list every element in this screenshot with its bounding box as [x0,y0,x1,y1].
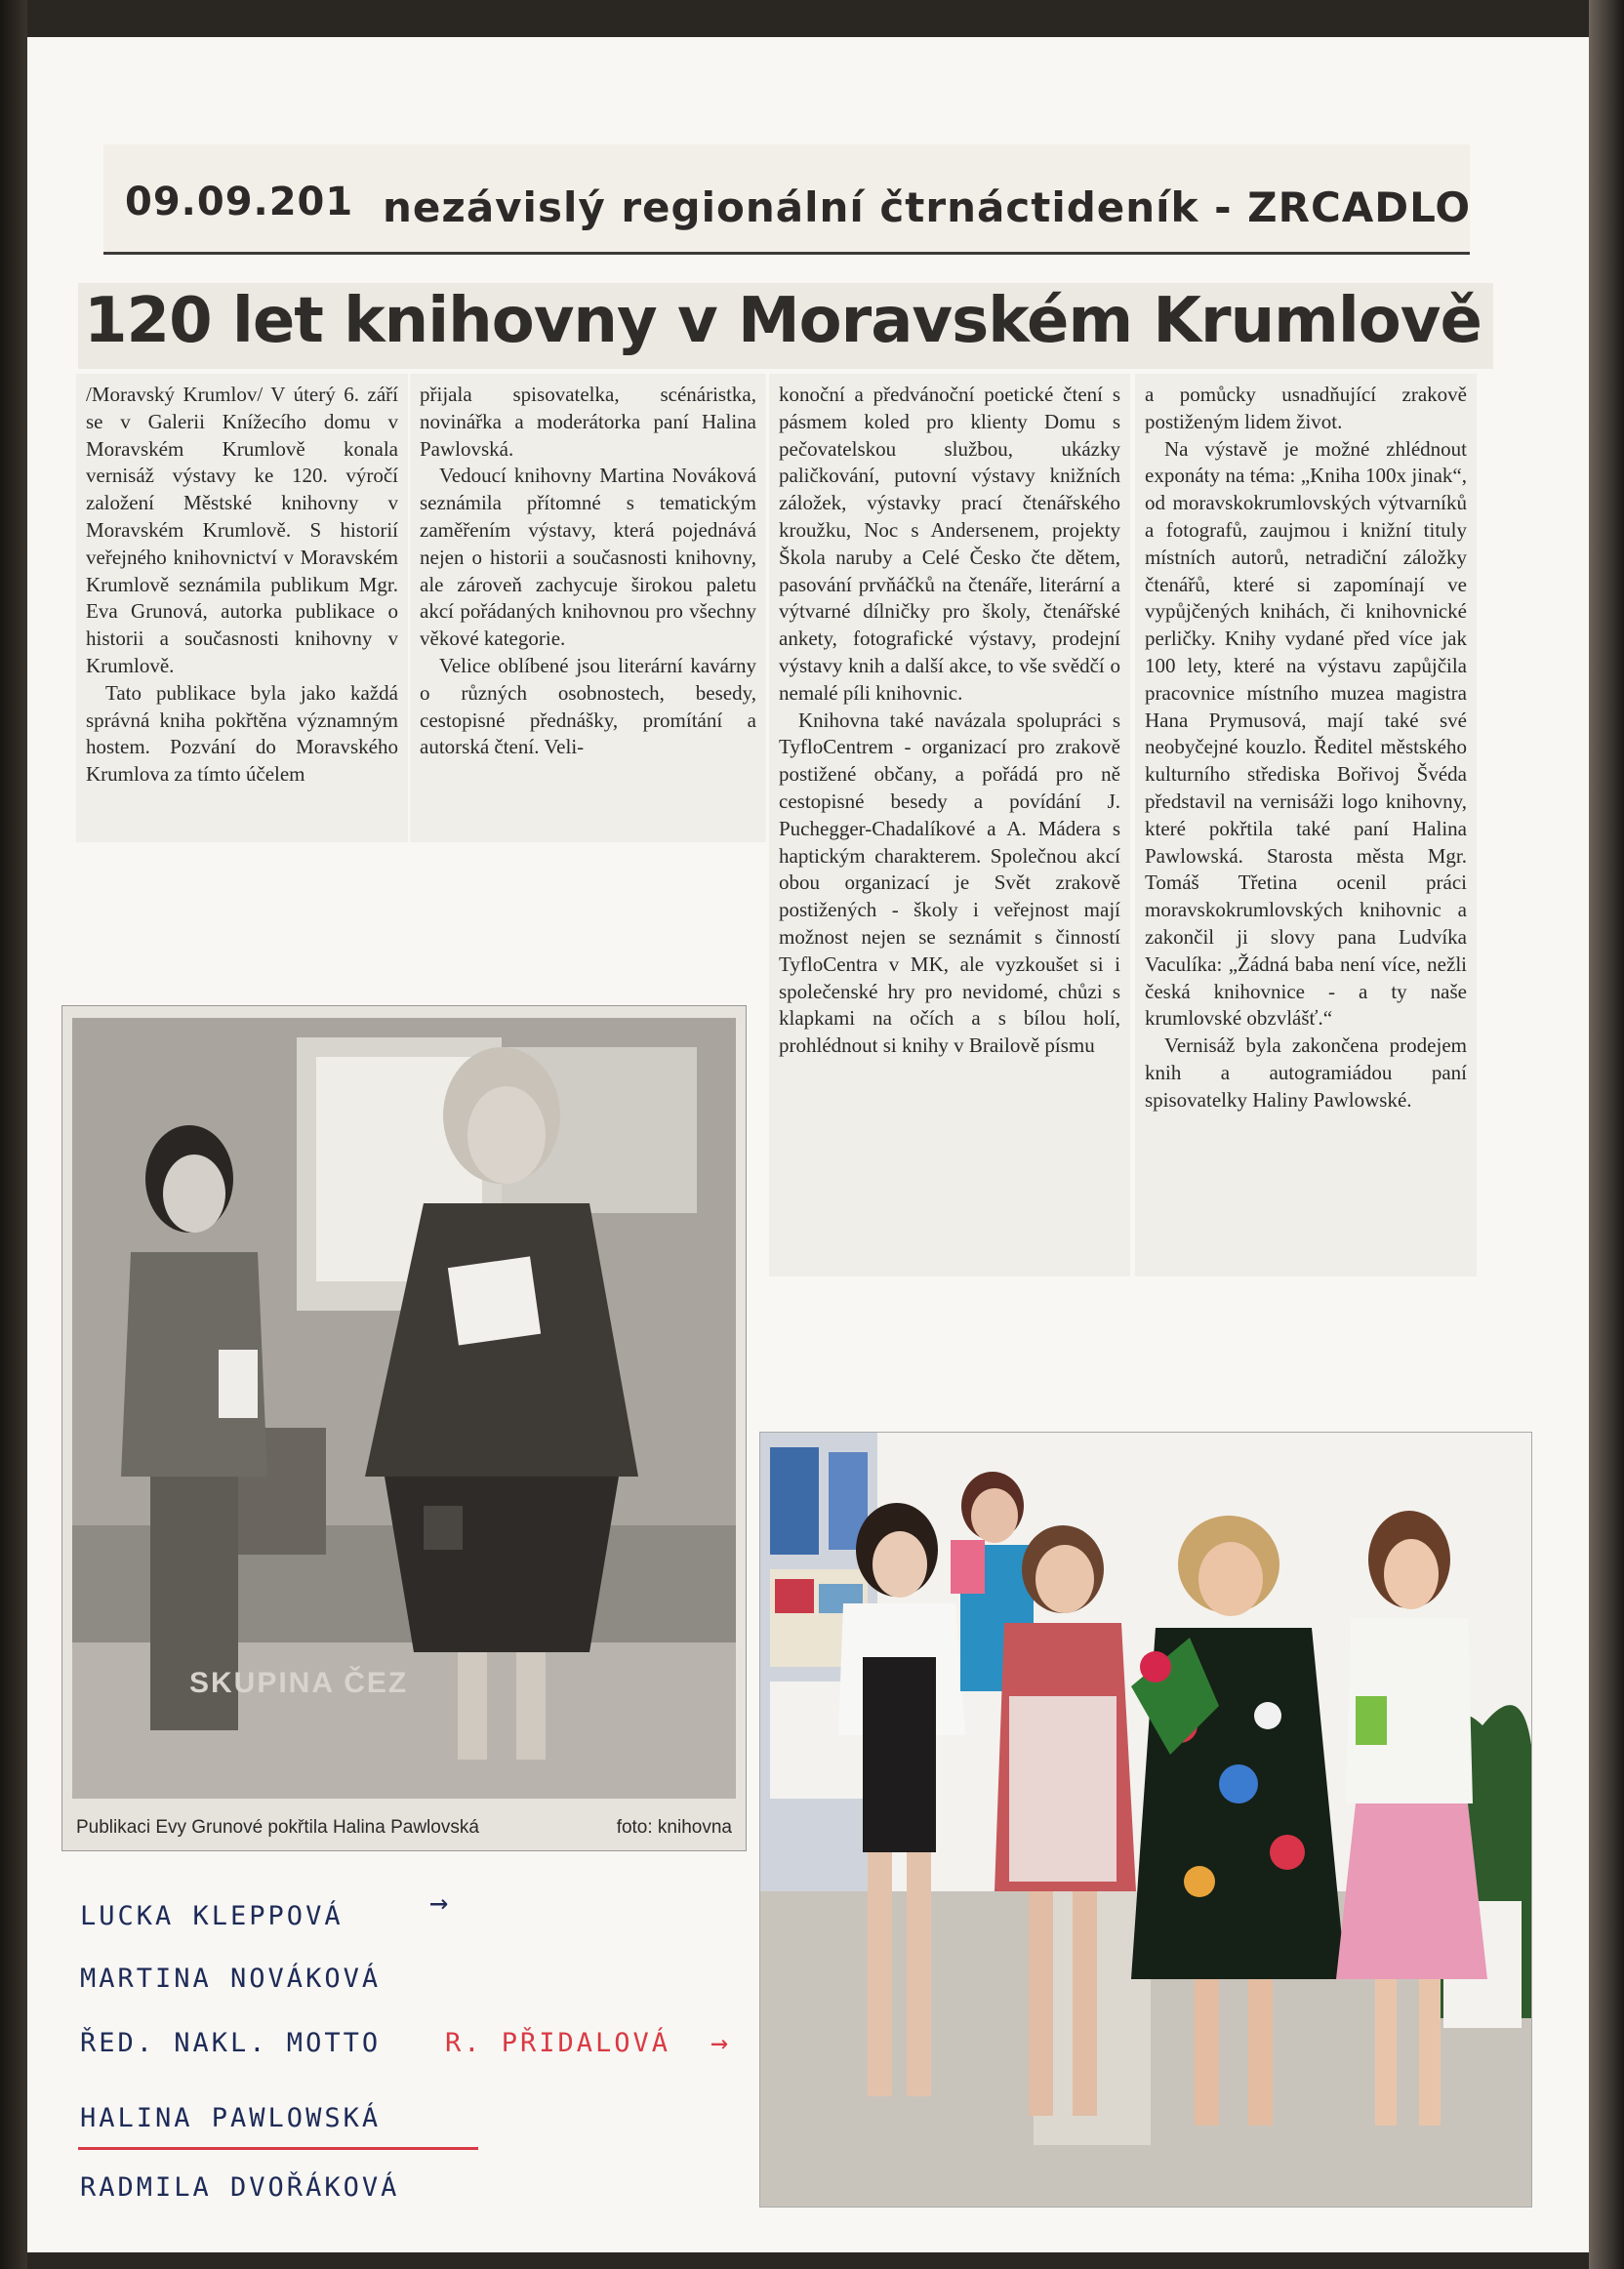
issue-date: 09.09.201 [125,180,354,224]
paragraph: /Moravský Krumlov/ V úterý 6. září se v Galerii Knížecího domu v Moravském Krumlově konala vernisáž výstavy ke 120. výročí založení Městské knihovny v Moravském Krumlově. S historií veřejného knihovnictví v Moravském Krumlově seznámila publikum Mgr. Eva Grunová, autorka publikace o historii a současnosti knihovny v Krumlově. [86,383,398,677]
paragraph: Na výstavě je možné zhlédnout exponáty na téma: „Kniha 100x jinak“, od moravskokrumlovských výtvarníků a fotografů, zaujmou i knižní tituly místních autorů, netradiční záložky čtenářů, které si zapomínají ve vypůjčených knihách, či knihovnické perličky. Knihy vydané před více jak 100 lety, které na výstavu zapůjčila pracovnice místního muzea magistra Hana Prymusová, mají také své neobyčejné kouzlo. Ředitel městského kulturního střediska Bořivoj Švéda představil na vernisáži logo knihovny, které pokřtila také paní Halina Pawlowská. Starosta města Mgr. Tomáš Třetina ocenil práci moravskokrumlovských knihovnic a zakončil ji slovy pana Ludvíka Vaculíka: „Žádná baba není více, nežli česká knihovnice - a ty naše krumlovské obzvlášť.“ [1145,436,1467,1031]
paragraph: Knihovna také navázala spolupráci s TyfloCentrem - organizací pro zrakově postižené občany, a pořádá pro ně cestopisné besedy a povídání J. Puchegger-Chadalíkové a A. Mádera s haptickým charakterem. Společnou akcí obou organizací je Svět zrakově postižených - školy i veřejnost mají možnost nejen se seznámit s činností TyfloCentra v MK, ale vyzkoušet si i společenské hry pro nevidomé, chůzi s klapkami na očích a s bílou holí, prohlédnout si knihy v Brailově písmu [779,708,1120,1058]
photo-credit: foto: knihovna [616,1817,732,1838]
article-column-2 [410,374,766,842]
handwritten-name-5: RADMILA DVOŘÁKOVÁ [80,2172,400,2203]
photo-image [72,1018,736,1799]
handwritten-name-2: MARTINA NOVÁKOVÁ [80,1964,382,1994]
binder-edge-right [1589,0,1624,2269]
paragraph: přijala spisovatelka, scénáristka, novinářka a moderátorka paní Halina Pawlovská. [420,383,756,461]
binder-edge-left [0,0,27,2269]
article-headline [78,283,1493,369]
article-column-3 [769,374,1130,1276]
handwritten-name-3: ŘED. NAKL. MOTTO [80,2028,382,2058]
handwritten-name-1: LUCKA KLEPPOVÁ [80,1901,344,1931]
paragraph: Velice oblíbené jsou literární kavárny o různých osobnostech, besedy, cestopisné přednášky, promítání a autorská čtení. Veli- [420,653,756,759]
handwritten-name-4: HALINA PAWLOWSKÁ [80,2103,382,2133]
paragraph: a pomůcky usnadňující zrakově postiženým lidem život. [1145,383,1467,433]
headline-text: 120 let knihovny v Moravském Krumlově [84,285,1482,357]
article-column-4 [1135,374,1477,1276]
handwritten-arrow-1: → [429,1884,452,1921]
photo-caption: Publikaci Evy Grunové pokřtila Halina Pawlovská [76,1817,479,1838]
publication-title: nezávislý regionální čtrnáctideník - ZRCADLO [383,183,1472,231]
group-photo-illustration [760,1433,1531,2207]
newspaper-photo [61,1005,747,1851]
article-column-1 [76,374,408,842]
paragraph: konoční a předvánoční poetické čtení s pásmem koled pro klienty Domu s pečovatelskou službou, ukázky paličkování, putovní výstavy knižních záložek, výstavky prací čtenářského kroužku, Noc s Andersenem, projekty Škola naruby a Celé Česko čte dětem, pasování prvňáčků na čtenáře, literární a výtvarné dílničky pro školy, čtenářské ankety, fotografické výstavy, prodejní výstavy knih a další akce, to vše svědčí o nemalé píli knihovnic. [779,383,1120,705]
paragraph: Vedoucí knihovny Martina Nováková seznámila přítomné s tematickým zaměřením výstavy, která pojednává nejen o historii a současnosti knihovny, ale zároveň zachycuje širokou paletu akcí pořádaných knihovnou pro všechny věkové kategorie. [420,464,756,651]
handwritten-name-3-red: R. PŘIDALOVÁ [445,2028,671,2058]
paragraph: Vernisáž byla zakončena prodejem knih a autogramiádou paní spisovatelky Haliny Pawlowské. [1145,1033,1467,1112]
red-underline [78,2147,478,2150]
handwritten-arrow-3: → [710,2026,732,2060]
group-photo [759,1432,1532,2208]
photo-sign-text: SKUPINA ČEZ [189,1667,409,1699]
paragraph: Tato publikace byla jako každá správná kniha pokřtěna významným hostem. Pozvání do Moravského Krumlova za tímto účelem [86,680,398,787]
